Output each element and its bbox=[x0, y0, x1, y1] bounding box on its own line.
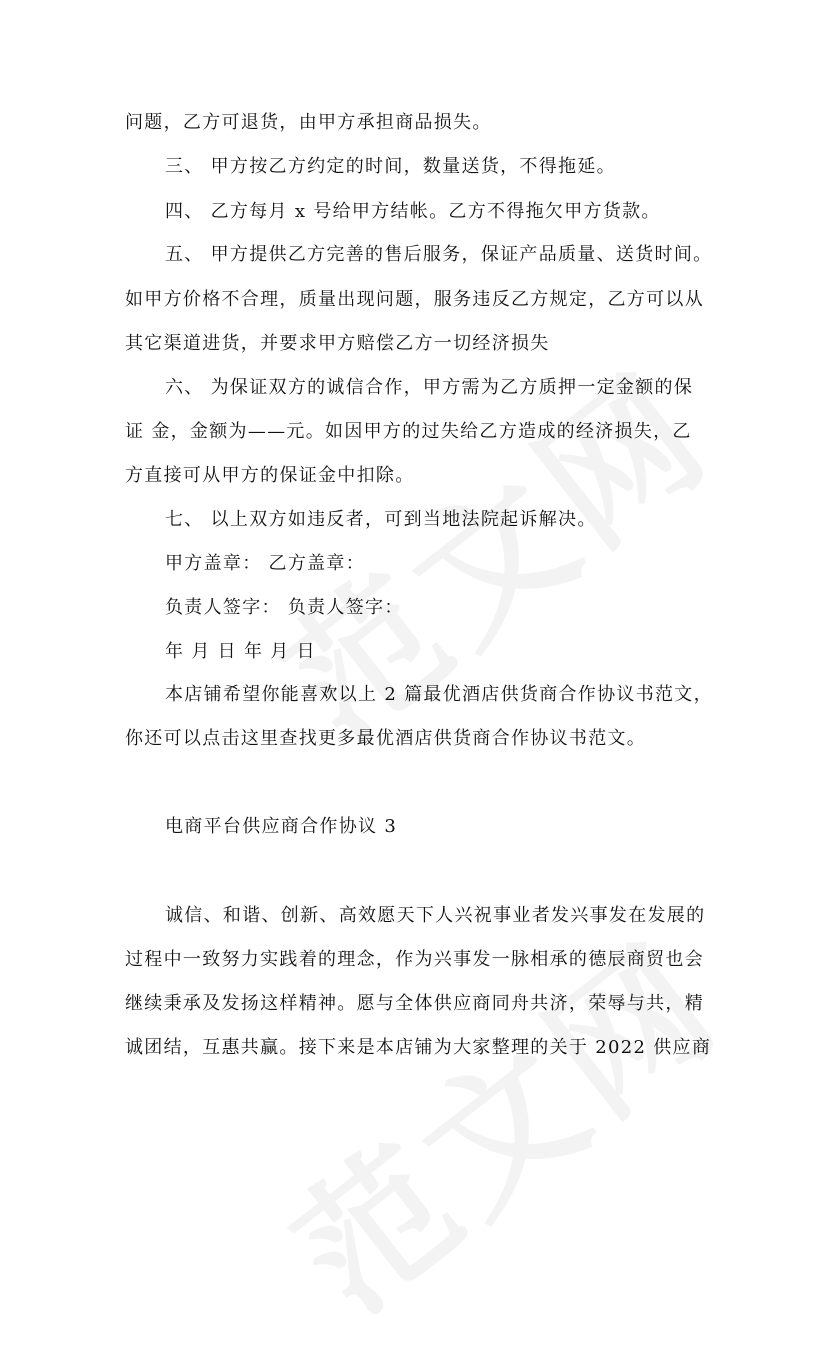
party-seal-line: 甲方盖章： 乙方盖章： bbox=[165, 553, 366, 574]
closing-paragraph: 本店铺希望你能喜欢以上 2 篇最优酒店供货商合作协议书范文， bbox=[165, 684, 713, 705]
paragraph-line: 证 金，金额为——元。如因甲方的过失给乙方造成的经济损失，乙 bbox=[125, 421, 692, 442]
clause-three: 三、 甲方按乙方约定的时间，数量送货，不得拖延。 bbox=[165, 156, 616, 177]
clause-six: 六、 为保证双方的诚信合作，甲方需为乙方质押一定金额的保 bbox=[165, 377, 694, 398]
intro-paragraph: 继续秉承及发扬这样精神。愿与全体供应商同舟共济，荣辱与共，精 bbox=[125, 993, 704, 1014]
paragraph-line: 如甲方价格不合理，质量出现问题，服务违反乙方规定，乙方可以从 bbox=[125, 289, 704, 310]
clause-seven: 七、 以上双方如违反者，可到当地法院起诉解决。 bbox=[165, 509, 597, 530]
date-line: 年 月 日 年 月 日 bbox=[165, 641, 316, 662]
paragraph-line: 问题，乙方可退货，由甲方承担商品损失。 bbox=[125, 112, 492, 133]
clause-five: 五、 甲方提供乙方完善的售后服务，保证产品质量、送货时间。 bbox=[165, 244, 713, 265]
closing-paragraph: 你还可以点击这里查找更多最优酒店供货商合作协议书范文。 bbox=[125, 728, 647, 749]
clause-four: 四、 乙方每月 x 号给甲方结帐。乙方不得拖欠甲方货款。 bbox=[165, 201, 661, 222]
paragraph-line: 其它渠道进货，并要求甲方赔偿乙方一切经济损失 bbox=[125, 333, 550, 354]
section-title: 电商平台供应商合作协议 3 bbox=[165, 816, 398, 837]
intro-paragraph: 诚团结，互惠共赢。接下来是本店铺为大家整理的关于 2022 供应商 bbox=[125, 1037, 712, 1058]
intro-paragraph: 诚信、和谐、创新、高效愿天下人兴祝事业者发兴事发在发展的 bbox=[165, 905, 706, 926]
signature-line: 负责人签字： 负责人签字： bbox=[165, 597, 404, 618]
intro-paragraph: 过程中一致努力实践着的理念，作为兴事发一脉相承的德辰商贸也会 bbox=[125, 949, 704, 970]
paragraph-line: 方直接可从甲方的保证金中扣除。 bbox=[125, 465, 415, 486]
